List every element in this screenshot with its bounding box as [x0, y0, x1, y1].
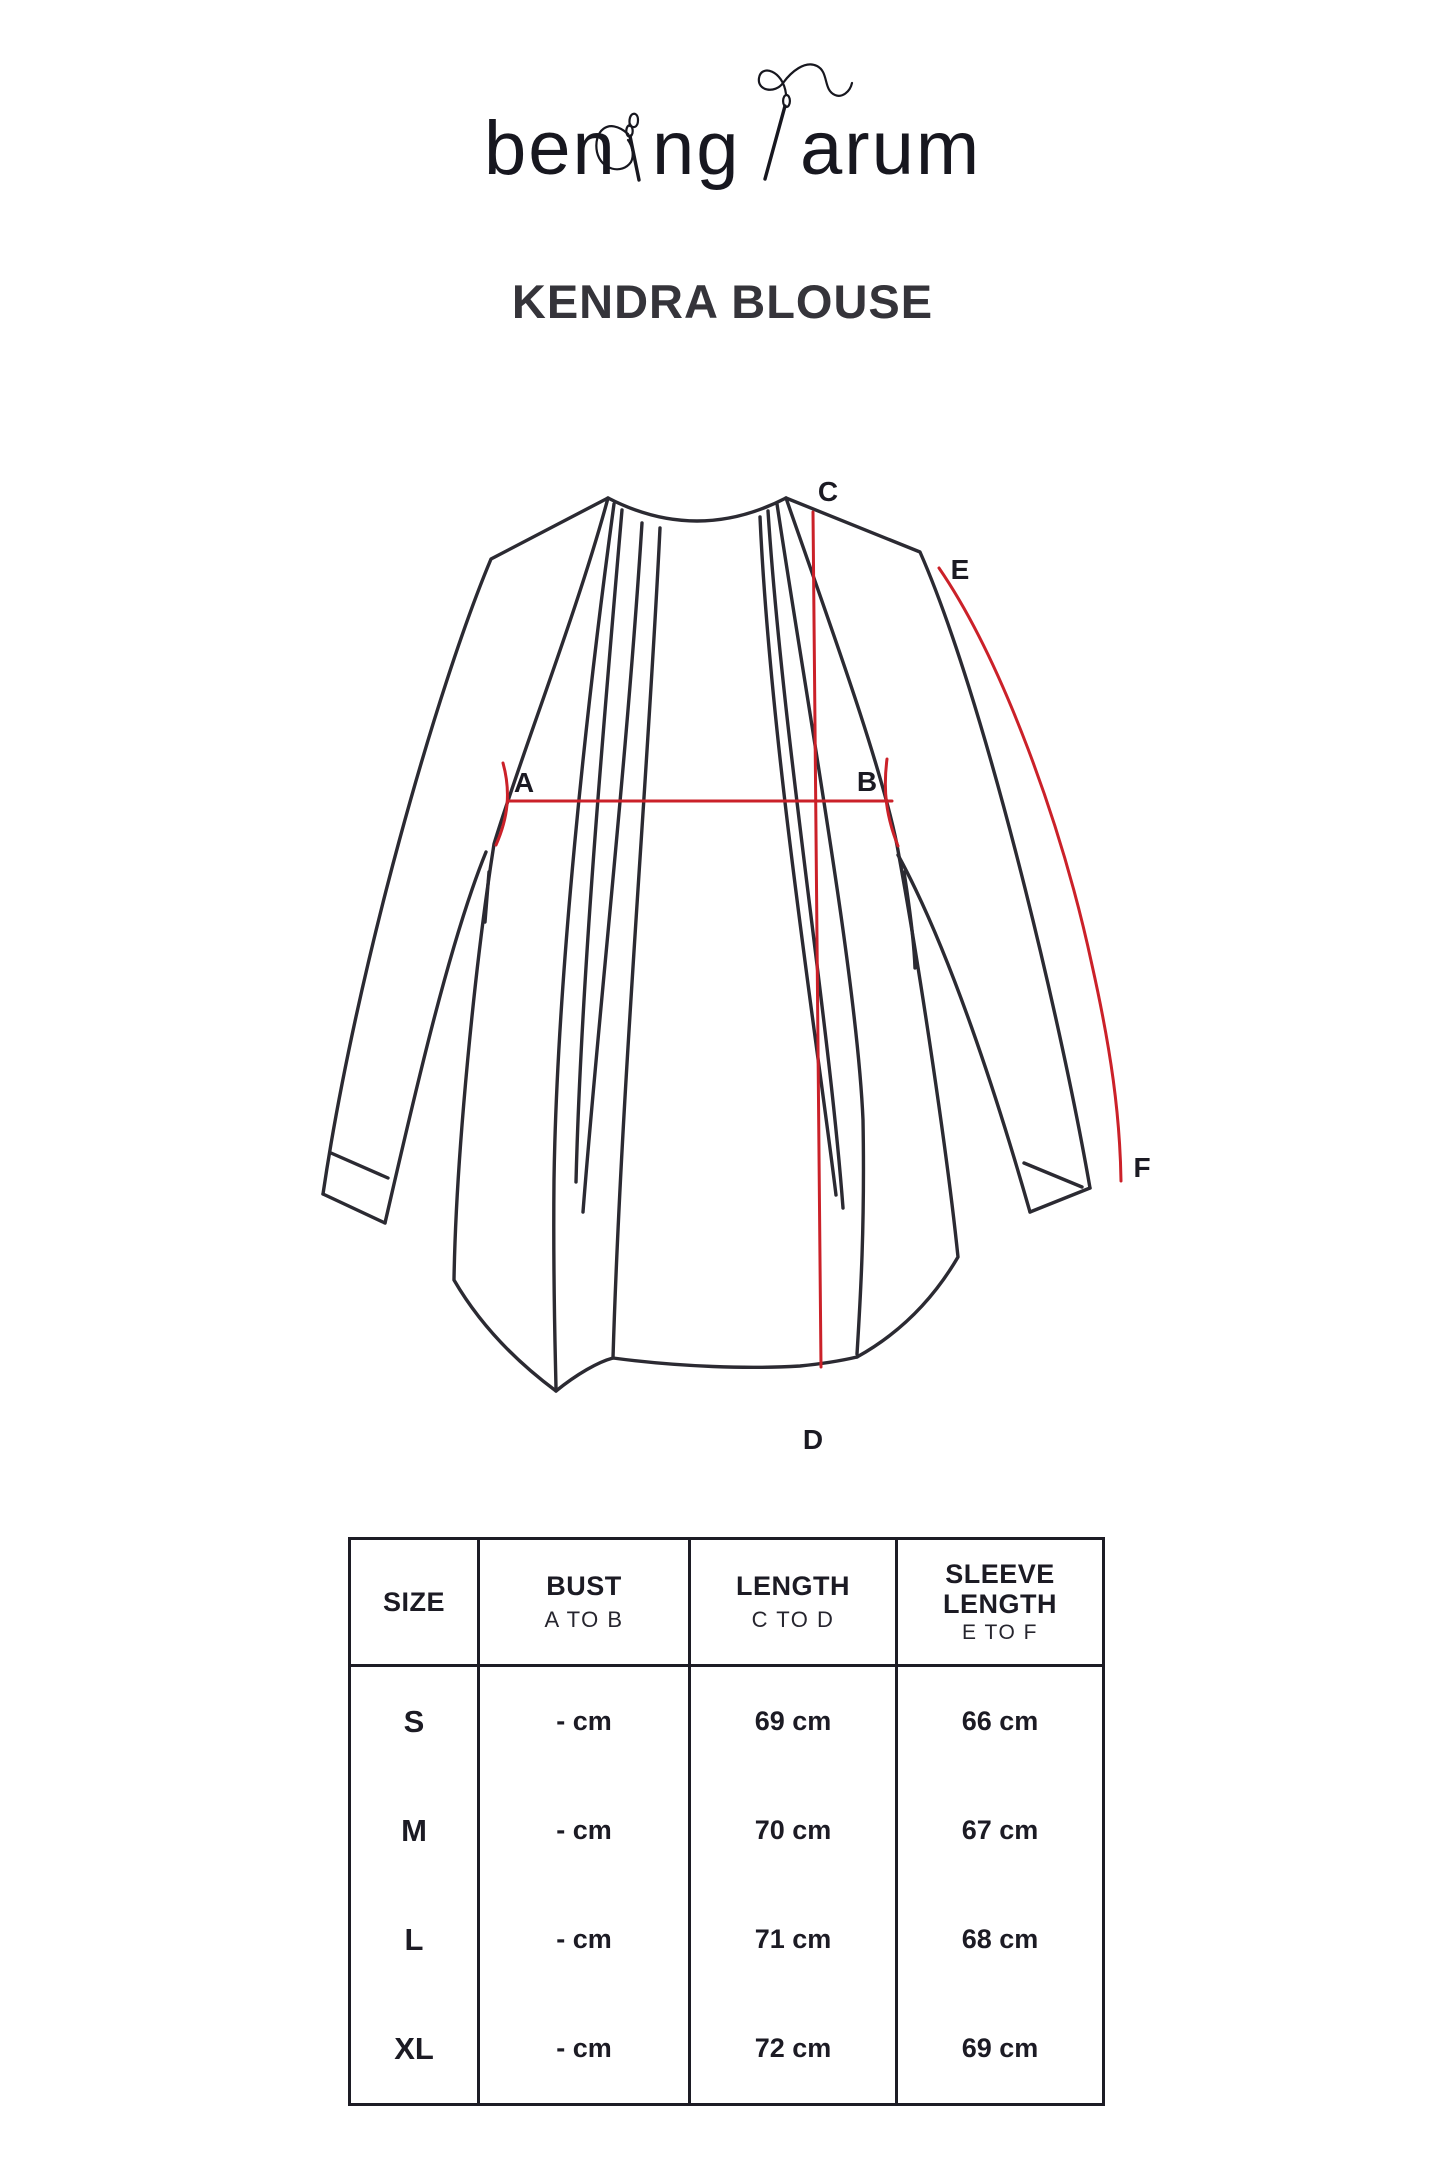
- logo-text-arum: arum: [800, 106, 982, 191]
- logo-text-ng: ng: [652, 106, 741, 191]
- header-bust-sub: A TO B: [544, 1607, 624, 1633]
- marker-f: F: [1133, 1152, 1151, 1183]
- table-row-xl-bust: - cm: [477, 1994, 688, 2103]
- table-row-m-bust: - cm: [477, 1776, 688, 1885]
- marker-c: C: [817, 476, 839, 507]
- header-sleeve-length-sub: E TO F: [962, 1621, 1038, 1645]
- table-row-xl-size: XL: [394, 2030, 434, 2066]
- product-title: KENDRA BLOUSE: [511, 275, 934, 328]
- sleeve-measure-line: [939, 568, 1121, 1181]
- table-row-s-size: S: [403, 1703, 425, 1739]
- blouse-measurement-diagram: [280, 460, 1160, 1460]
- header-length-label: LENGTH: [736, 1570, 850, 1601]
- size-chart-table: [348, 1537, 1105, 2106]
- header-bust: [477, 1540, 688, 1667]
- logo-text-ben: ben: [484, 106, 617, 191]
- marker-a: A: [513, 767, 535, 798]
- header-length-sub: C TO D: [751, 1607, 835, 1633]
- table-row-m-sleeve: 67 cm: [895, 1776, 1102, 1885]
- table-row-m-length: 70 cm: [688, 1776, 895, 1885]
- table-row-l-size: L: [404, 1921, 424, 1957]
- table-row-s-sleeve: 66 cm: [895, 1667, 1102, 1776]
- header-sleeve-length-label: SLEEVE LENGTH: [943, 1558, 1057, 1619]
- measurement-lines: [496, 512, 1121, 1367]
- table-row-xl-length: 72 cm: [688, 1994, 895, 2103]
- table-row-xl-sleeve: 69 cm: [895, 1994, 1102, 2103]
- marker-b: B: [856, 766, 878, 797]
- header-length: [688, 1540, 895, 1667]
- blouse-outline: [323, 498, 1090, 1391]
- header-sleeve-length: [895, 1540, 1102, 1667]
- marker-d: D: [802, 1424, 824, 1455]
- table-row-s-length: 69 cm: [688, 1667, 895, 1776]
- brand-logo: [462, 52, 982, 198]
- table-row-l-sleeve: 68 cm: [895, 1885, 1102, 1994]
- table-row-m-size: M: [401, 1812, 427, 1848]
- blouse-sketch: [280, 460, 1160, 1460]
- header-size: [351, 1540, 477, 1667]
- header-bust-label: BUST: [546, 1570, 622, 1601]
- table-row-l-length: 71 cm: [688, 1885, 895, 1994]
- table-row-s-bust: - cm: [477, 1667, 688, 1776]
- brand-logo-graphic: [462, 52, 982, 198]
- table-row-l-bust: - cm: [477, 1885, 688, 1994]
- measurement-markers: [514, 476, 1151, 1455]
- header-size-label: SIZE: [382, 1586, 445, 1617]
- marker-e: E: [950, 554, 970, 585]
